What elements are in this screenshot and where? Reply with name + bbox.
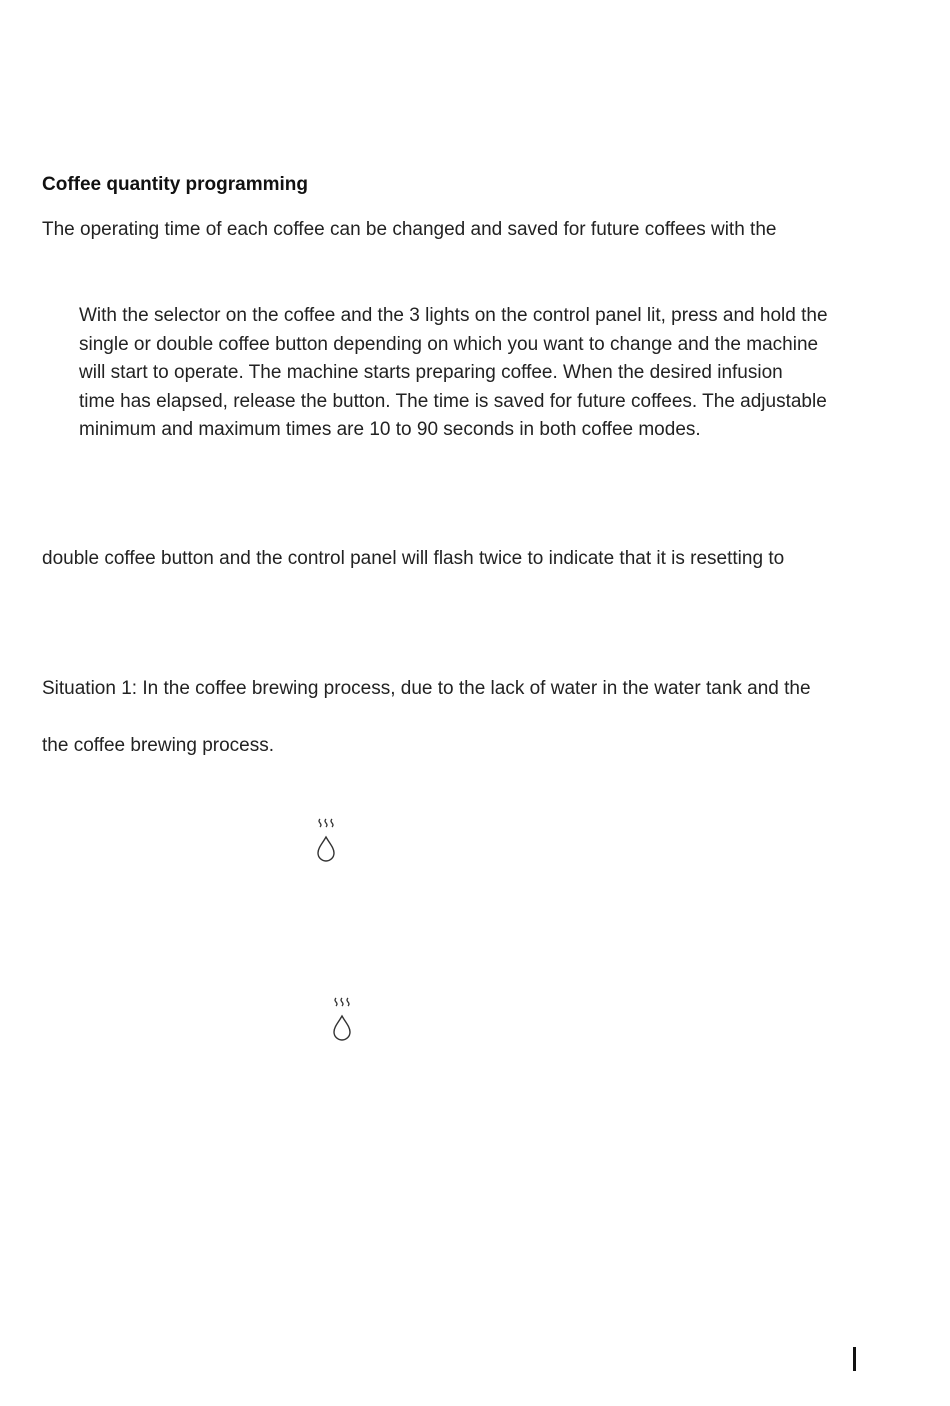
section-heading: Coffee quantity programming <box>42 174 309 195</box>
instruction-line-2: single or double coffee button depending on which you want to change and the machine <box>79 333 819 355</box>
situation-line: Situation 1: In the coffee brewing process, due to the lack of water in the water tank and the <box>42 678 811 699</box>
instruction-line-5: minimum and maximum times are 10 to 90 seconds in both coffee modes. <box>79 419 701 441</box>
instruction-paragraph <box>79 302 919 445</box>
instruction-line-1: With the selector on the coffee and the 3 lights on the control panel lit, press and hold the <box>79 305 828 326</box>
situation-end-line: the coffee brewing process. <box>42 735 275 756</box>
steam-water-drop-icon <box>330 996 354 1042</box>
instruction-line-4: time has elapsed, release the button. The time is saved for future coffees. The adjustable <box>79 390 827 412</box>
reset-line: double coffee button and the control panel will flash twice to indicate that it is resetting to <box>42 548 785 569</box>
page-marker-bar <box>853 1347 856 1371</box>
steam-water-drop-icon <box>314 817 338 863</box>
intro-line: The operating time of each coffee can be changed and saved for future coffees with the <box>42 219 777 240</box>
instruction-line-3: will start to operate. The machine starts preparing coffee. When the desired infusion <box>79 362 783 384</box>
